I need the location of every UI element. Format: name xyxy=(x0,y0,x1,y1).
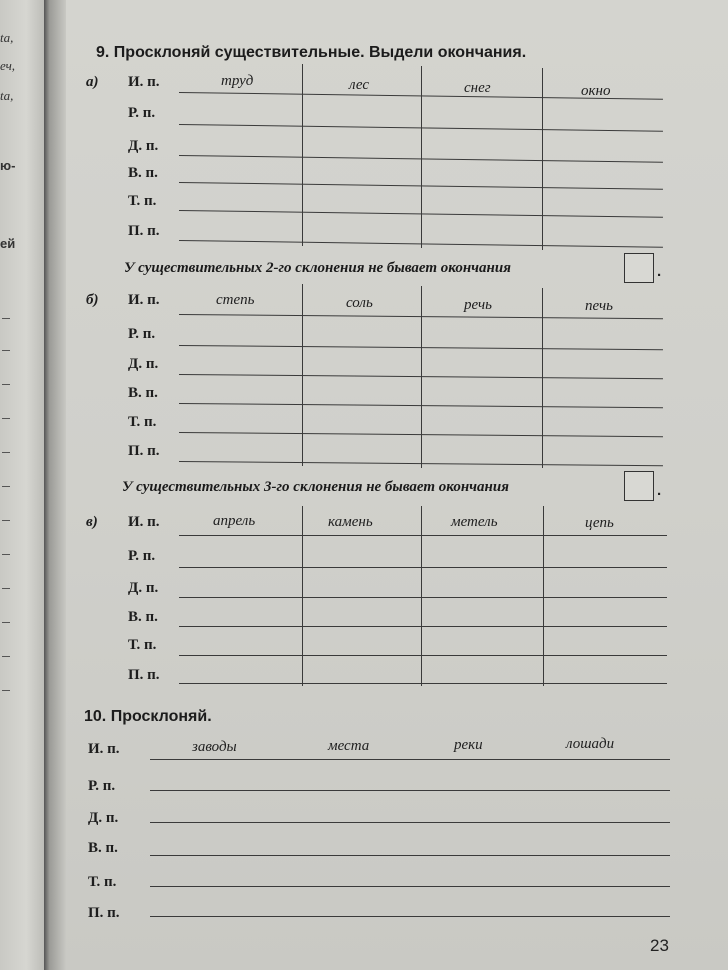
answer-line xyxy=(179,597,667,598)
left-page-fragment: ta, xyxy=(0,30,14,45)
left-page-fragment: ta, xyxy=(0,88,14,103)
word-cell: труд xyxy=(221,73,254,89)
table-letter: б) xyxy=(86,292,99,308)
word-cell: цепь xyxy=(585,515,614,531)
column-divider xyxy=(542,68,543,250)
answer-line xyxy=(179,567,667,568)
case-label-genitive: Р. п. xyxy=(128,326,156,342)
word-item: лошади xyxy=(566,736,615,752)
answer-box[interactable] xyxy=(624,253,654,283)
case-label-nominative: И. п. xyxy=(128,292,160,308)
left-page-rule xyxy=(2,520,10,521)
answer-line xyxy=(150,886,670,887)
word-cell: печь xyxy=(585,298,613,314)
column-divider xyxy=(543,506,544,686)
table-letter: в) xyxy=(86,514,98,530)
left-page-fragment: ей xyxy=(0,236,16,251)
case-label-genitive: Р. п. xyxy=(88,778,116,794)
book-gutter xyxy=(44,0,66,970)
word-cell: апрель xyxy=(213,513,256,529)
workbook-page xyxy=(66,0,728,970)
table-letter: а) xyxy=(86,74,99,90)
case-label-dative: Д. п. xyxy=(128,356,159,372)
left-page-edge xyxy=(0,0,44,970)
case-label-prepositional: П. п. xyxy=(128,223,160,239)
answer-line xyxy=(179,535,667,536)
task9-title: 9. Просклоняй существительные. Выдели окончания. xyxy=(96,44,527,61)
left-page-fragment: ю- xyxy=(0,158,16,173)
column-divider xyxy=(302,506,303,686)
left-page-fragment: еч, xyxy=(0,58,16,73)
word-cell: окно xyxy=(581,83,611,99)
answer-line xyxy=(150,790,670,791)
word-cell: соль xyxy=(346,295,373,311)
answer-line xyxy=(150,822,670,823)
answer-line xyxy=(179,683,667,684)
case-label-accusative: В. п. xyxy=(128,385,158,401)
rule-statement: У существительных 3-го склонения не бывает окончания xyxy=(122,479,509,495)
case-label-instrumental: Т. п. xyxy=(88,874,117,890)
left-page-rule xyxy=(2,452,10,453)
case-label-accusative: В. п. xyxy=(128,165,158,181)
case-label-nominative: И. п. xyxy=(128,74,160,90)
column-divider xyxy=(542,288,543,468)
case-label-dative: Д. п. xyxy=(88,810,119,826)
case-label-instrumental: Т. п. xyxy=(128,414,157,430)
case-label-instrumental: Т. п. xyxy=(128,637,157,653)
case-label-genitive: Р. п. xyxy=(128,548,156,564)
left-page-rule xyxy=(2,350,10,351)
period: . xyxy=(657,263,662,280)
case-label-genitive: Р. п. xyxy=(128,105,156,121)
word-cell: степь xyxy=(216,292,255,308)
word-item: заводы xyxy=(192,739,237,755)
column-divider xyxy=(421,286,422,468)
answer-line xyxy=(179,655,667,656)
case-label-prepositional: П. п. xyxy=(88,905,120,921)
left-page-rule xyxy=(2,384,10,385)
case-label-instrumental: Т. п. xyxy=(128,193,157,209)
word-item: места xyxy=(328,738,370,754)
case-label-dative: Д. п. xyxy=(128,580,159,596)
word-cell: метель xyxy=(451,514,498,530)
case-label-nominative: И. п. xyxy=(88,741,120,757)
left-page-rule xyxy=(2,318,10,319)
answer-line xyxy=(150,759,670,760)
page-number: 23 xyxy=(650,936,669,955)
column-divider xyxy=(421,506,422,686)
case-label-nominative: И. п. xyxy=(128,514,160,530)
left-page-rule xyxy=(2,622,10,623)
rule-statement: У существительных 2-го склонения не бывает окончания xyxy=(124,260,511,276)
word-cell: речь xyxy=(464,297,492,313)
column-divider xyxy=(302,284,303,466)
answer-line xyxy=(179,626,667,627)
left-page-rule xyxy=(2,588,10,589)
answer-box[interactable] xyxy=(624,471,654,501)
case-label-accusative: В. п. xyxy=(128,609,158,625)
left-page-rule xyxy=(2,690,10,691)
case-label-accusative: В. п. xyxy=(88,840,118,856)
answer-line xyxy=(150,855,670,856)
word-cell: снег xyxy=(464,80,491,96)
task10-title: 10. Просклоняй. xyxy=(84,708,212,725)
word-item: реки xyxy=(454,737,483,753)
word-cell: лес xyxy=(349,77,370,93)
column-divider xyxy=(302,64,303,246)
left-page-rule xyxy=(2,656,10,657)
word-cell: камень xyxy=(328,514,373,530)
case-label-dative: Д. п. xyxy=(128,138,159,154)
case-label-prepositional: П. п. xyxy=(128,443,160,459)
case-label-prepositional: П. п. xyxy=(128,667,160,683)
period: . xyxy=(657,482,662,499)
answer-line xyxy=(150,916,670,917)
column-divider xyxy=(421,66,422,248)
left-page-rule xyxy=(2,418,10,419)
left-page-rule xyxy=(2,554,10,555)
left-page-rule xyxy=(2,486,10,487)
